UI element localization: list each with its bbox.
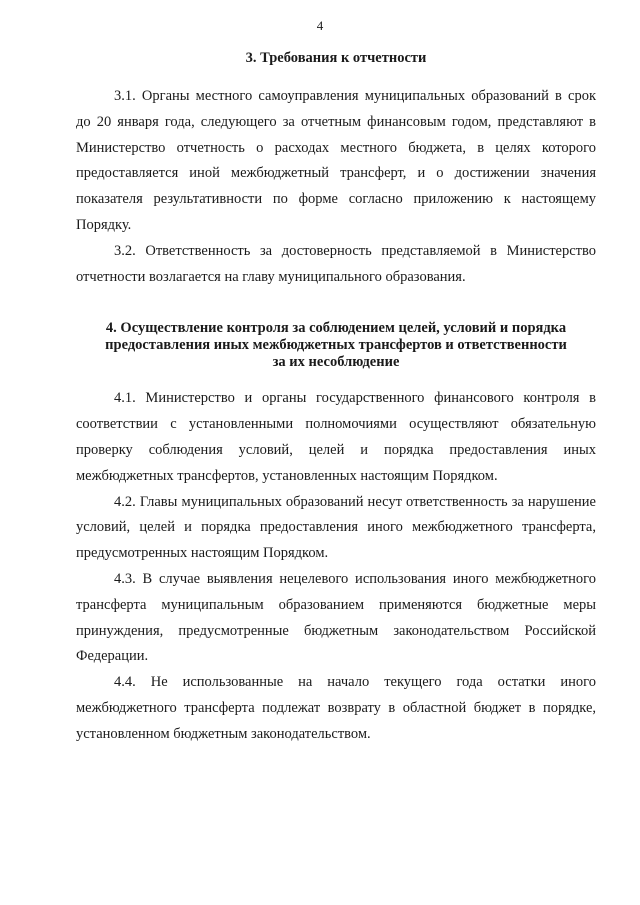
paragraph-4-2: 4.2. Главы муниципальных образований несут ответственность за нарушение условий, целей и порядка предоставления иного межбюджетного трансферта, предусмотренных настоящим Порядком. bbox=[76, 493, 596, 562]
page-number: 4 bbox=[316, 18, 324, 33]
section-4-title-line-1: 4. Осуществление контроля за соблюдением целей, условий и порядка bbox=[105, 320, 567, 337]
section-3-title: 3. Требования к отчетности bbox=[245, 50, 427, 66]
paragraph-4-4: 4.4. Не использованные на начало текущего года остатки иного межбюджетного трансферта подлежат возврату в областной бюджет в порядке, установленном бюджетным законодательством. bbox=[76, 674, 596, 742]
paragraph-4-3: 4.3. В случае выявления нецелевого использования иного межбюджетного трансферта муниципальным образованием применяются бюджетные меры принуждения, предусмотренные бюджетным законодательством Российской Федерации. bbox=[76, 570, 596, 665]
paragraph-3-1: 3.1. Органы местного самоуправления муниципальных образований в срок до 20 января года, следующего за отчетным финансовым годом, представляют в Министерство отчетность о расходах местного бюджета, в целях которого предоставляется иной межбюджетный трансферт, и о достижении значения показателя результативности по форме согласно приложению к настоящему Порядку. bbox=[76, 88, 596, 233]
section-4-title-line-2: предоставления иных межбюджетных трансфертов и ответственности bbox=[105, 337, 567, 354]
paragraph-3-2: 3.2. Ответственность за достоверность представляемой в Министерство отчетности возлагается на главу муниципального образования. bbox=[76, 242, 596, 285]
section-4-title-line-3: за их несоблюдение bbox=[272, 354, 400, 371]
paragraph-4-1: 4.1. Министерство и органы государственного финансового контроля в соответствии с установленными полномочиями осуществляют обязательную проверку соблюдения условий, целей и порядка предоставления иных межбюджетных трансфертов, установленных настоящим Порядком. bbox=[76, 390, 596, 484]
document-body bbox=[76, 50, 596, 748]
section-4-title bbox=[76, 320, 596, 371]
